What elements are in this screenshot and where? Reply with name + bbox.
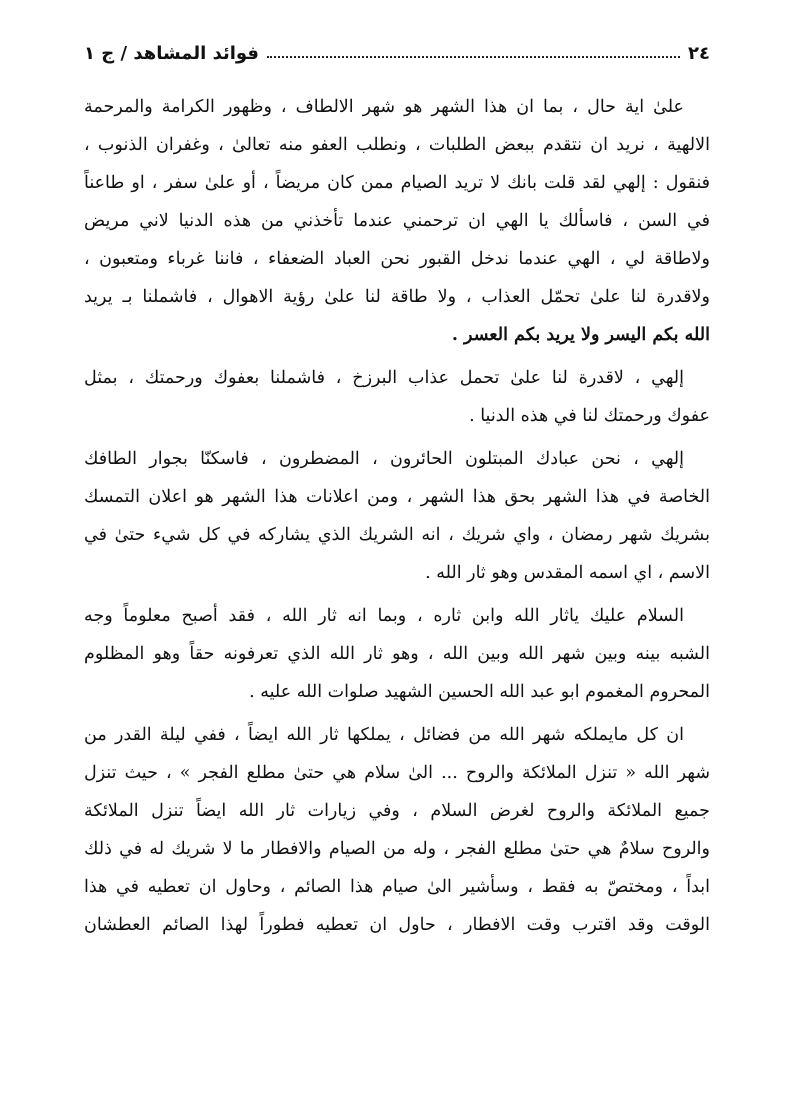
page-header	[84, 30, 710, 64]
text-line: ولاقدرة لنا علىٰ تحمّل العذاب ، ولا طاقة لنا علىٰ رؤية الاهوال ، فاشملنا بـ يريد	[84, 287, 710, 307]
text-line: والروح سلامٌ هي حتىٰ مطلع الفجر ، وله من الصيام والافطار ما لا شريك له في ذلك	[84, 839, 710, 859]
body-text	[84, 88, 710, 949]
text-line: الله بكم اليسر ولا يريد بكم العسر .	[451, 325, 710, 345]
text-line: الوقت وقد اقترب وقت الافطار ، حاول ان تعطيه فطوراً لهذا الصائم العطشان	[84, 915, 710, 935]
text-line: ان كل مايملكه شهر الله من فضائل ، يملكها ثار الله ايضاً ، ففي ليلة القدر من	[84, 725, 684, 745]
paragraph	[84, 597, 710, 711]
text-line: إلهي ، لاقدرة لنا علىٰ تحمل عذاب البرزخ ، فاشملنا بعفوك ورحمتك ، بمثل	[84, 368, 684, 388]
text-line: الالهية ، نريد ان نتقدم ببعض الطلبات ، ونطلب العفو منه تعالىٰ ، وغفران الذنوب ،	[84, 135, 710, 155]
text-line: ولاطاقة لي ، الهي عندما ندخل القبور نحن العباد الضعفاء ، فاننا غرباء ومتعبون ،	[84, 249, 710, 269]
text-line: بشريك شهر رمضان ، واي شريك ، انه الشريك الذي يشاركه في كل شيء حتىٰ في	[84, 525, 710, 545]
text-line: المحروم المغموم ابو عبد الله الحسين الشهيد صلوات الله عليه .	[249, 682, 710, 702]
text-line: عفوك ورحمتك لنا في هذه الدنيا .	[469, 406, 710, 426]
paragraph	[84, 359, 710, 435]
text-line: في السن ، فاسألك يا الهي ان ترحمني عندما تأخذني من هذه الدنيا لاني مريض	[84, 211, 710, 231]
paragraph	[84, 440, 710, 592]
text-line: شهر الله « تنزل الملائكة والروح ... الىٰ سلام هي حتىٰ مطلع الفجر » ، حيث تنزل	[84, 763, 710, 783]
text-line: علىٰ اية حال ، بما ان هذا الشهر هو شهر الالطاف ، وظهور الكرامة والمرحمة	[84, 97, 684, 117]
page-number: ٢٤	[688, 43, 710, 64]
header-dotted-leader	[267, 55, 680, 58]
text-line: الشبه بينه وبين شهر الله وبين الله ، وهو ثار الله الذي تعرفونه حقاً وهو المظلوم	[84, 644, 710, 664]
text-line: فنقول : إلهي لقد قلت بانك لا تريد الصيام ممن كان مريضاً ، أو علىٰ سفر ، او طاعناً	[84, 173, 710, 193]
text-line: الاسم ، اي اسمه المقدس وهو ثار الله .	[425, 563, 710, 583]
text-line: إلهي ، نحن عبادك المبتلون الحائرون ، المضطرون ، فاسكنّا بجوار الطافك	[84, 449, 684, 469]
text-line: جميع الملائكة والروح لغرض السلام ، وفي زيارات ثار الله ايضاً تنزل الملائكة	[84, 801, 710, 821]
paragraph	[84, 716, 710, 944]
paragraph	[84, 88, 710, 354]
text-line: السلام عليك ياثار الله وابن ثاره ، وبما انه ثار الله ، فقد أصبح معلوماً وجه	[84, 606, 684, 626]
text-line: الخاصة في هذا الشهر بحق هذا الشهر ، ومن اعلانات هذا الشهر هو اعلان التمسك	[84, 487, 710, 507]
running-title: فوائد المشاهد / ج ١	[84, 43, 259, 64]
text-line: ابداً ، ومختصّ به فقط ، وسأشير الىٰ صيام هذا الصائم ، وحاول ان تعطيه في هذا	[84, 877, 710, 897]
